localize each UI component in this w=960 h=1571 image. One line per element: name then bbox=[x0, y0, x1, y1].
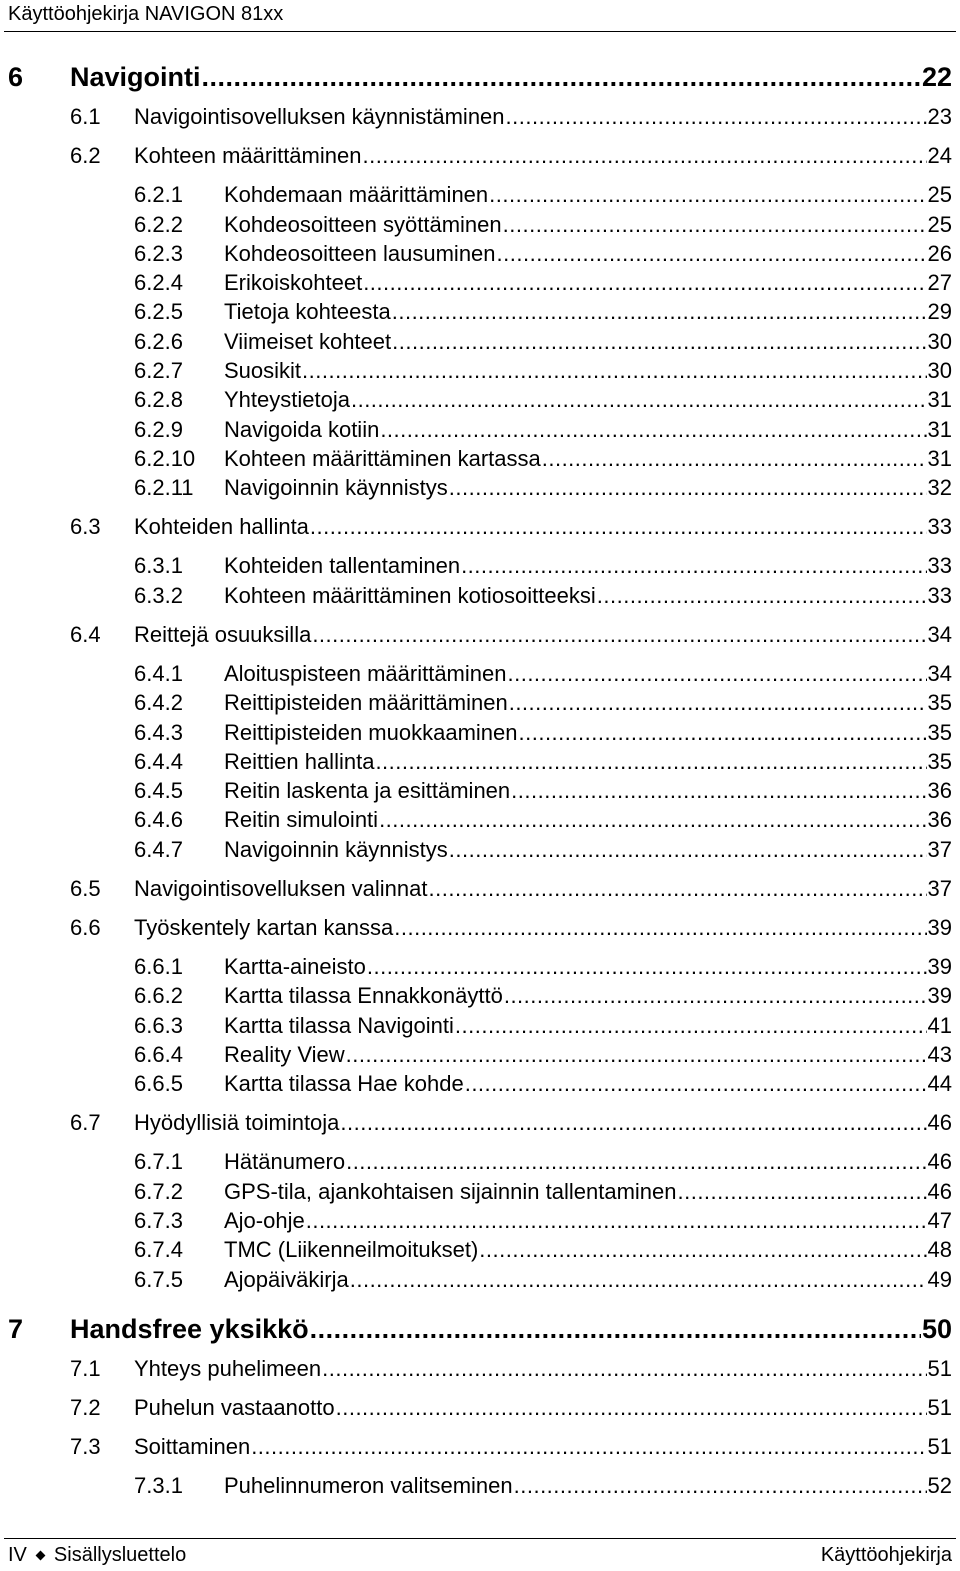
toc-entry-number: 6.5 bbox=[70, 875, 101, 901]
toc-entry-number: 6.1 bbox=[70, 104, 101, 129]
toc-entry-body bbox=[224, 583, 952, 609]
toc-entry-body bbox=[224, 212, 952, 238]
toc-entry-number: 6.6.2 bbox=[134, 983, 183, 1009]
toc-entry-title: Kohteen määrittäminen bbox=[134, 143, 362, 169]
toc-entry-number: 6 bbox=[8, 62, 24, 92]
toc-entry-page: 35 bbox=[927, 690, 952, 716]
toc-entry-number: 6.6 bbox=[70, 914, 101, 940]
toc-entry-number: 6.6.5 bbox=[134, 1071, 183, 1097]
toc-dot-leader bbox=[497, 241, 927, 267]
toc-entry-number: 6.4 bbox=[70, 621, 101, 647]
toc-entry-number: 6.2.10 bbox=[134, 445, 196, 471]
toc-entry-number: 6.2.5 bbox=[134, 299, 183, 325]
toc-entry-page: 48 bbox=[927, 1237, 952, 1263]
toc-entry-title: Erikoiskohteet bbox=[224, 270, 363, 296]
toc-entry-number: 6.2.9 bbox=[134, 416, 183, 442]
toc-entry-page: 31 bbox=[927, 445, 952, 471]
toc-entry-page: 51 bbox=[927, 1394, 952, 1420]
toc-entry-title: Reittipisteiden muokkaaminen bbox=[224, 719, 518, 745]
toc-entry-body bbox=[134, 104, 952, 130]
toc-entry-title: Navigointisovelluksen käynnistäminen bbox=[134, 104, 505, 129]
toc-entry-page: 44 bbox=[927, 1071, 952, 1097]
toc-dot-leader bbox=[479, 1237, 926, 1263]
toc-dot-leader bbox=[449, 475, 927, 501]
toc-entry-title: Yhteystietoja bbox=[224, 387, 350, 413]
footer-right-label: Käyttöohjekirja bbox=[820, 1544, 952, 1566]
toc-entry-body bbox=[224, 475, 952, 501]
toc-entry-number: 6.4.6 bbox=[134, 807, 183, 833]
toc-entry-body bbox=[224, 983, 952, 1009]
toc-entry-number: 6.7 bbox=[70, 1110, 101, 1136]
toc-entry-page: 32 bbox=[927, 475, 952, 501]
toc-entry-number: 6.3 bbox=[70, 514, 101, 540]
toc-entry-title: Ajopäiväkirja bbox=[224, 1266, 349, 1292]
toc-entry-page: 39 bbox=[927, 954, 952, 979]
toc-entry-body bbox=[224, 954, 952, 980]
toc-entry-number: 6.4.2 bbox=[134, 690, 183, 716]
toc-entry-title: Yhteys puhelimeen bbox=[134, 1355, 322, 1381]
diamond-bullet-icon bbox=[35, 1550, 45, 1560]
toc-entry-page: 46 bbox=[927, 1149, 952, 1175]
toc-entry-title: Kohteiden hallinta bbox=[134, 514, 309, 540]
toc-entry-body bbox=[224, 1237, 952, 1263]
toc-entry-body bbox=[224, 1208, 952, 1234]
toc-entry-number: 6.4.7 bbox=[134, 836, 183, 862]
toc-dot-leader bbox=[302, 358, 926, 384]
running-header-title: Käyttöohjekirja NAVIGON 81xx bbox=[8, 3, 284, 25]
toc-entry-body bbox=[224, 329, 952, 355]
toc-entry-body bbox=[224, 1013, 952, 1039]
toc-entry-title: Navigointi bbox=[70, 62, 201, 92]
toc-entry-title: GPS-tila, ajankohtaisen sijainnin tallentaminen bbox=[224, 1178, 677, 1204]
toc-entry-body bbox=[224, 1473, 952, 1499]
toc-entry-title: Reittien hallinta bbox=[224, 748, 375, 774]
toc-entry-number: 6.7.5 bbox=[134, 1266, 183, 1292]
toc-entry-title: Ajo-ohje bbox=[224, 1208, 305, 1233]
toc-dot-leader bbox=[392, 299, 927, 325]
toc-dot-leader bbox=[312, 622, 926, 648]
toc-entry-title: Handsfree yksikkö bbox=[70, 1313, 309, 1344]
toc-entry-title: Aloituspisteen määrittäminen bbox=[224, 660, 507, 686]
toc-entry-title: Navigointisovelluksen valinnat bbox=[134, 875, 428, 901]
toc-dot-leader bbox=[514, 1473, 927, 1499]
toc-entry-page: 46 bbox=[927, 1110, 952, 1136]
toc-entry-page: 30 bbox=[927, 328, 952, 354]
toc-entry-number: 7.2 bbox=[70, 1394, 101, 1420]
toc-entry-title: Kartta tilassa Navigointi bbox=[224, 1012, 454, 1038]
footer-left bbox=[8, 1543, 186, 1567]
toc-entry-page: 37 bbox=[927, 875, 952, 901]
toc-dot-leader bbox=[306, 1208, 927, 1234]
toc-dot-leader bbox=[202, 62, 921, 92]
toc-entry-title: Kohdemaan määrittäminen bbox=[224, 182, 489, 208]
toc-entry-body bbox=[134, 1434, 952, 1460]
toc-entry-title: Suosikit bbox=[224, 358, 302, 383]
toc-entry-page: 39 bbox=[927, 914, 952, 940]
toc-entry-page: 24 bbox=[927, 143, 952, 169]
toc-dot-leader bbox=[449, 837, 927, 863]
toc-dot-leader bbox=[336, 1395, 927, 1421]
toc-dot-leader bbox=[542, 446, 927, 472]
footer-rule bbox=[4, 1538, 956, 1539]
toc-dot-leader bbox=[509, 690, 927, 716]
toc-entry-body bbox=[224, 387, 952, 413]
toc-entry-body bbox=[224, 661, 952, 687]
toc-entry-title: Hyödyllisiä toimintoja bbox=[134, 1110, 340, 1136]
toc-entry-body bbox=[134, 915, 952, 941]
toc-entry-body bbox=[134, 876, 952, 902]
toc-entry-page: 31 bbox=[927, 387, 952, 413]
toc-entry-number: 7.1 bbox=[70, 1355, 101, 1381]
toc-dot-leader bbox=[346, 1149, 926, 1175]
toc-entry-page: 50 bbox=[921, 1313, 952, 1344]
toc-entry-title: Reittejä osuuksilla bbox=[134, 621, 312, 647]
toc-entry-body bbox=[224, 1042, 952, 1068]
toc-entry-body bbox=[134, 514, 952, 540]
toc-entry-number: 6.3.2 bbox=[134, 582, 183, 608]
toc-dot-leader bbox=[489, 182, 926, 208]
toc-entry-page: 25 bbox=[927, 182, 952, 208]
toc-entry-page: 27 bbox=[927, 270, 952, 296]
toc-entry-title: Viimeiset kohteet bbox=[224, 328, 392, 354]
toc-dot-leader bbox=[346, 1042, 927, 1068]
toc-entry-body bbox=[224, 1071, 952, 1097]
toc-dot-leader bbox=[465, 1071, 927, 1097]
toc-entry-number: 6.7.1 bbox=[134, 1149, 183, 1175]
toc-entry-body bbox=[224, 720, 952, 746]
toc-entry-body bbox=[134, 1395, 952, 1421]
toc-dot-leader bbox=[455, 1013, 927, 1039]
toc-entry-number: 7.3 bbox=[70, 1433, 101, 1459]
toc-entry-body bbox=[224, 807, 952, 833]
toc-entry-title: Kartta tilassa Ennakkonäyttö bbox=[224, 983, 503, 1009]
toc-dot-leader bbox=[677, 1179, 926, 1205]
toc-entry-number: 6.7.3 bbox=[134, 1208, 183, 1233]
toc-entry-number: 6.4.3 bbox=[134, 719, 183, 745]
toc-entry-title: Reittipisteiden määrittäminen bbox=[224, 690, 508, 716]
toc-entry-title: Navigoinnin käynnistys bbox=[224, 475, 448, 501]
toc-entry-page: 41 bbox=[927, 1012, 952, 1038]
toc-entry-number: 6.2.6 bbox=[134, 328, 183, 354]
toc-entry-page: 33 bbox=[927, 582, 952, 608]
toc-entry-number: 6.2.8 bbox=[134, 387, 183, 413]
toc-entry-page: 49 bbox=[927, 1266, 952, 1292]
toc-entry-page: 22 bbox=[921, 62, 952, 92]
toc-entry-number: 6.6.3 bbox=[134, 1012, 183, 1038]
toc-entry-page: 31 bbox=[927, 416, 952, 442]
toc-dot-leader bbox=[504, 983, 927, 1009]
toc-entry-title: Reality View bbox=[224, 1041, 345, 1067]
toc-entry-body bbox=[224, 553, 952, 579]
toc-entry-title: Reitin simulointi bbox=[224, 807, 379, 833]
footer-section-name: Sisällysluettelo bbox=[53, 1544, 187, 1566]
toc-entry-body bbox=[134, 622, 952, 648]
toc-dot-leader bbox=[340, 1110, 926, 1136]
toc-entry-page: 35 bbox=[927, 748, 952, 774]
toc-entry-page: 34 bbox=[927, 660, 952, 686]
toc-entry-title: Puhelun vastaanotto bbox=[134, 1394, 335, 1420]
toc-entry-body bbox=[134, 143, 952, 169]
toc-entry-body bbox=[224, 417, 952, 443]
toc-entry-title: Soittaminen bbox=[134, 1433, 251, 1459]
toc-dot-leader bbox=[375, 749, 926, 775]
toc-entry-body bbox=[134, 1110, 952, 1136]
toc-entry-title: Kohteen määrittäminen kartassa bbox=[224, 445, 541, 471]
toc-entry-number: 7 bbox=[8, 1313, 24, 1344]
toc-entry-page: 30 bbox=[927, 358, 952, 383]
toc-dot-leader bbox=[507, 661, 926, 687]
toc-entry-number: 6.7.4 bbox=[134, 1237, 183, 1263]
toc-entry-body bbox=[224, 778, 952, 804]
toc-entry-page: 35 bbox=[927, 719, 952, 745]
toc-entry-body bbox=[224, 299, 952, 325]
toc-entry-number: 6.3.1 bbox=[134, 553, 183, 579]
toc-entry-body bbox=[224, 270, 952, 296]
toc-entry-title: Kohteen määrittäminen kotiosoitteeksi bbox=[224, 582, 596, 608]
toc-entry-body bbox=[224, 241, 952, 267]
toc-dot-leader bbox=[362, 143, 926, 169]
toc-entry-page: 43 bbox=[927, 1041, 952, 1067]
toc-entry-number: 6.6.1 bbox=[134, 954, 183, 979]
toc-dot-leader bbox=[506, 104, 927, 130]
toc-entry-title: Kartta-aineisto bbox=[224, 954, 366, 979]
toc-dot-leader bbox=[519, 720, 927, 746]
toc-entry-title: Kohdeosoitteen syöttäminen bbox=[224, 211, 502, 237]
toc-entry-title: Navigoida kotiin bbox=[224, 416, 380, 442]
toc-entry-body bbox=[224, 1179, 952, 1205]
toc-entry-body bbox=[224, 358, 952, 384]
toc-dot-leader bbox=[392, 329, 926, 355]
toc-dot-leader bbox=[363, 270, 926, 296]
toc-entry-body bbox=[224, 749, 952, 775]
toc-entry-body bbox=[224, 690, 952, 716]
toc-entry-number: 6.2.2 bbox=[134, 211, 183, 237]
toc-dot-leader bbox=[350, 1267, 927, 1293]
toc-entry-page: 26 bbox=[927, 240, 952, 266]
toc-dot-leader bbox=[251, 1434, 926, 1460]
toc-entry-page: 52 bbox=[927, 1472, 952, 1498]
toc-entry-title: Kohdeosoitteen lausuminen bbox=[224, 240, 496, 266]
toc-entry-page: 47 bbox=[927, 1208, 952, 1233]
toc-dot-leader bbox=[367, 954, 927, 980]
toc-entry-number: 6.4.5 bbox=[134, 778, 183, 804]
toc-entry-page: 36 bbox=[927, 778, 952, 804]
toc-entry-body bbox=[224, 1149, 952, 1175]
header-rule bbox=[4, 31, 956, 32]
toc-entry-body bbox=[224, 446, 952, 472]
toc-entry-title: Navigoinnin käynnistys bbox=[224, 836, 448, 862]
toc-entry-page: 23 bbox=[927, 104, 952, 129]
toc-entry-body bbox=[70, 1314, 952, 1344]
toc-entry-page: 39 bbox=[927, 983, 952, 1009]
toc-entry-body bbox=[224, 1267, 952, 1293]
toc-entry-number: 6.2.3 bbox=[134, 240, 183, 266]
toc-entry-page: 51 bbox=[927, 1355, 952, 1381]
toc-dot-leader bbox=[322, 1356, 926, 1382]
toc-entry-body bbox=[134, 1356, 952, 1382]
toc-entry-title: Reitin laskenta ja esittäminen bbox=[224, 778, 511, 804]
toc-entry-page: 29 bbox=[927, 299, 952, 325]
toc-dot-leader bbox=[394, 915, 926, 941]
toc-dot-leader bbox=[351, 387, 927, 413]
toc-dot-leader bbox=[310, 1314, 921, 1344]
toc-entry-page: 51 bbox=[927, 1433, 952, 1459]
toc-entry-number: 6.2.1 bbox=[134, 182, 183, 208]
toc-dot-leader bbox=[380, 417, 926, 443]
toc-dot-leader bbox=[379, 807, 926, 833]
toc-entry-number: 6.4.4 bbox=[134, 748, 183, 774]
toc-entry-number: 6.2.7 bbox=[134, 358, 183, 383]
toc-entry-number: 6.4.1 bbox=[134, 660, 183, 686]
toc-entry-page: 46 bbox=[927, 1178, 952, 1204]
toc-entry-title: TMC (Liikenneilmoitukset) bbox=[224, 1237, 479, 1263]
toc-entry-body bbox=[224, 837, 952, 863]
toc-entry-page: 34 bbox=[927, 621, 952, 647]
toc-entry-number: 6.7.2 bbox=[134, 1178, 183, 1204]
toc-entry-page: 37 bbox=[927, 836, 952, 862]
toc-entry-page: 33 bbox=[927, 553, 952, 579]
toc-entry-body bbox=[224, 182, 952, 208]
toc-entry-page: 33 bbox=[927, 514, 952, 540]
toc-entry-body bbox=[70, 62, 952, 92]
toc-dot-leader bbox=[597, 583, 927, 609]
toc-entry-title: Kartta tilassa Hae kohde bbox=[224, 1071, 464, 1097]
toc-entry-title: Puhelinnumeron valitseminen bbox=[224, 1472, 513, 1498]
toc-entry-title: Tietoja kohteesta bbox=[224, 299, 391, 325]
toc-dot-leader bbox=[429, 876, 927, 902]
toc-entry-number: 6.2.11 bbox=[134, 475, 194, 501]
toc-entry-title: Hätänumero bbox=[224, 1149, 346, 1175]
toc-dot-leader bbox=[511, 778, 926, 804]
toc-entry-title: Kohteiden tallentaminen bbox=[224, 553, 461, 579]
toc-entry-number: 7.3.1 bbox=[134, 1472, 183, 1498]
toc-entry-page: 36 bbox=[927, 807, 952, 833]
toc-entry-number: 6.2 bbox=[70, 143, 101, 169]
footer-page-number: IV bbox=[8, 1544, 27, 1566]
toc-dot-leader bbox=[310, 514, 927, 540]
toc-dot-leader bbox=[461, 553, 926, 579]
toc-entry-page: 25 bbox=[927, 211, 952, 237]
toc-dot-leader bbox=[503, 212, 927, 238]
toc-entry-number: 6.6.4 bbox=[134, 1041, 183, 1067]
toc-entry-number: 6.2.4 bbox=[134, 270, 183, 296]
toc-entry-title: Työskentely kartan kanssa bbox=[134, 914, 394, 940]
